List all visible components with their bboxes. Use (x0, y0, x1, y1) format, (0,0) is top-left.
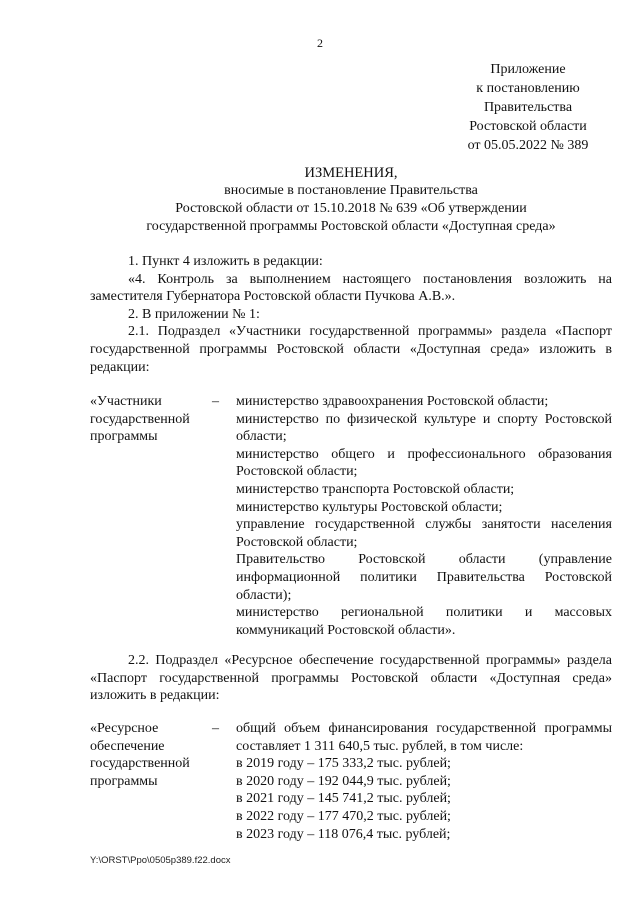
dash-separator: – (212, 721, 219, 736)
document-title: ИЗМЕНЕНИЯ, (304, 165, 398, 181)
paragraph: 1. Пункт 4 изложить в редакции: (128, 254, 323, 269)
participant-item: министерство общего и профессионального образования Ростовской области; (236, 446, 612, 480)
resource-item: в 2021 году – 145 741,2 тыс. рублей; (236, 791, 451, 807)
participant-item: министерство региональной политики и массовых коммуникаций Ростовской области». (236, 605, 612, 638)
participant-item: управление государственной службы занятости населения Ростовской области; (236, 517, 612, 550)
dash-separator: – (212, 394, 219, 409)
participant-item: министерство здравоохранения Ростовской области; (236, 394, 549, 409)
section-1-text (90, 253, 612, 376)
appendix-line: Приложение (490, 62, 566, 77)
heading-line: государственной программы Ростовской области «Доступная среда» (146, 219, 556, 234)
page-number: 2 (317, 36, 323, 50)
resource-item: общий объем финансирования государственной программы составляет 1 311 640,5 тыс. рублей, в том числе: (236, 721, 612, 754)
paragraph: «4. Контроль за выполнением настоящего постановления возложить на заместителя Губернатора Ростовской области Пучкова А.В.». (90, 271, 612, 305)
resources-table (90, 720, 612, 845)
appendix-line: Правительства (483, 100, 573, 115)
participant-item: министерство по физической культуре и спорту Ростовской области; (236, 411, 612, 445)
heading-line: Ростовской области от 15.10.2018 № 639 «Об утверждении (175, 201, 527, 216)
resources-list (236, 720, 612, 843)
resource-item: в 2020 году – 192 044,9 тыс. рублей; (236, 773, 451, 789)
label-line: государственной (90, 411, 190, 427)
resource-item: в 2023 году – 118 076,4 тыс. рублей; (236, 826, 451, 842)
appendix-block (430, 60, 626, 155)
label-line: обеспечение (90, 738, 165, 754)
section-2-text (90, 652, 612, 705)
appendix-line: Ростовской области (469, 119, 587, 134)
document-heading (90, 164, 612, 236)
participants-list (236, 393, 612, 639)
label-line: программы (90, 773, 158, 789)
participant-item: министерство транспорта Ростовской области; (236, 481, 515, 497)
participants-table (90, 393, 612, 638)
appendix-line: от 05.05.2022 № 389 (467, 138, 589, 153)
paragraph: 2. В приложении № 1: (128, 306, 260, 322)
heading-line: вносимые в постановление Правительства (224, 183, 478, 198)
label-line: программы (90, 429, 158, 445)
label-line: «Участники (90, 394, 162, 409)
resources-label (90, 720, 208, 790)
label-line: государственной (90, 756, 190, 772)
resource-item: в 2022 году – 177 470,2 тыс. рублей; (236, 808, 451, 824)
participants-label (90, 393, 208, 446)
paragraph: 2.1. Подраздел «Участники государственной программы» раздела «Паспорт государственной программы Ростовской области «Доступная среда» изложить в редакции: (90, 324, 612, 375)
paragraph: 2.2. Подраздел «Ресурсное обеспечение государственной программы» раздела «Паспорт государственной программы Ростовской области «Доступная среда» изложить в редакции: (90, 653, 612, 704)
participant-item: Правительство Ростовской области (управление информационной политики Правительства Ростовской области); (236, 552, 612, 603)
file-path-footer: Y:\ORST\Ppo\0505p389.f22.docx (90, 855, 231, 866)
resource-item: в 2019 году – 175 333,2 тыс. рублей; (236, 756, 451, 772)
participant-item: министерство культуры Ростовской области; (236, 499, 503, 515)
label-line: «Ресурсное (90, 721, 159, 736)
appendix-line: к постановлению (476, 81, 580, 96)
